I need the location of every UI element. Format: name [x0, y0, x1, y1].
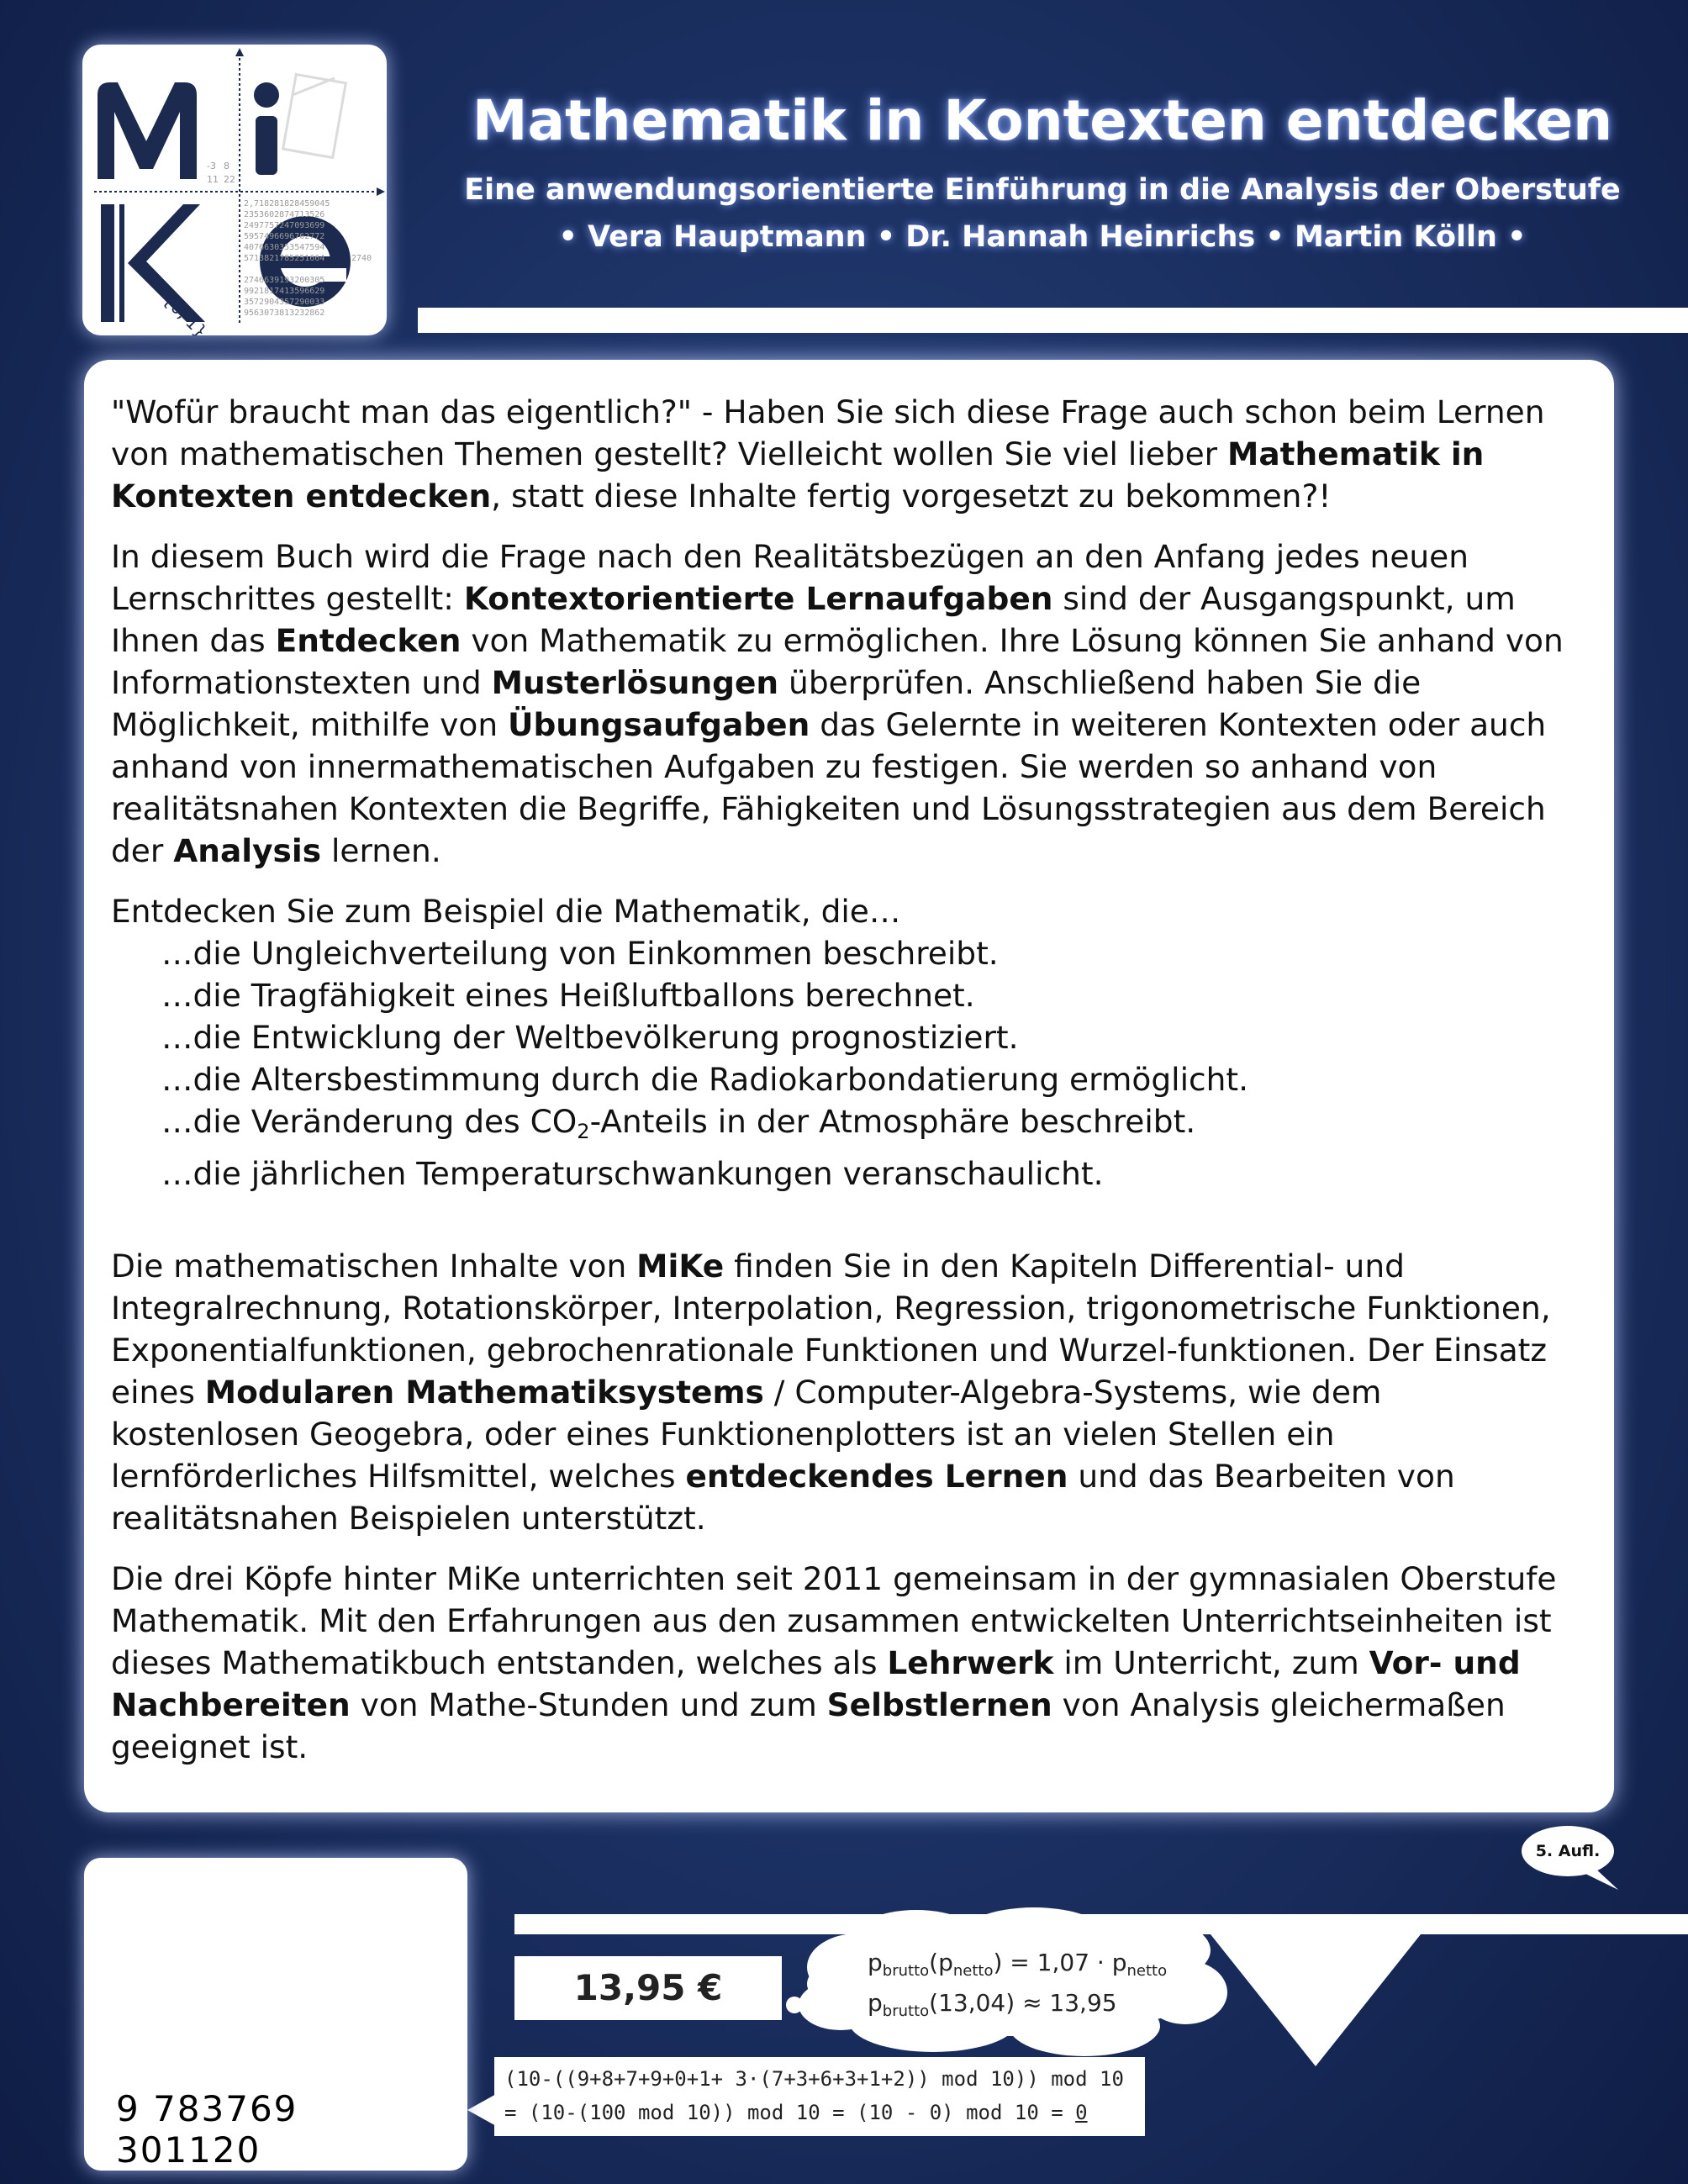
list-item: …die Altersbestimmung durch die Radiokarbondatierung ermöglicht. — [161, 1061, 1248, 1098]
paragraph-concept: In diesem Buch wird die Frage nach den Realitätsbezügen an den Anfang jedes neuen Lernschrittes gestellt: Kontextorientierte Lernaufgaben sind der Ausgangspunkt, um Ihnen das Entdecken von Mathematik zu ermöglichen. Ihre Lösung können Sie anhand von Informationstexten und Musterlösungen überprüfen. Anschließend haben Sie die Möglichkeit, mithilfe von Übungsaufgaben das Gelernte in weiteren Kontexten oder auch anhand von innermathematischen Aufgaben zu festigen. Sie werden so anhand von realitätsnahen Kontexten die Begriffe, Fähigkeiten und Lösungsstrategien aus dem Bereich der Analysis lernen. — [111, 538, 1564, 869]
svg-text:9921817413596629: 9921817413596629 — [244, 287, 325, 296]
triangle-pointer — [1211, 1934, 1421, 2066]
formula-line-1: $p_{brutto}(p_{netto}) = 1,07 \cdot p_{netto}$ — [868, 1949, 1168, 1980]
svg-text:3572904357290033: 3572904357290033 — [244, 298, 325, 307]
book-subtitle: Eine anwendungsorientierte Einführung in die Analysis der Oberstufe — [464, 173, 1621, 207]
list-item: …die Tragfähigkeit eines Heißluftballons berechnet. — [161, 977, 975, 1014]
svg-text:2353602874713526: 2353602874713526 — [244, 210, 325, 219]
svg-text:5957496696762772: 5957496696762772 — [244, 232, 325, 241]
bottom-divider-bar — [514, 1914, 1688, 1934]
svg-text:2497757247093699: 2497757247093699 — [244, 221, 325, 230]
svg-text:4076630353547594: 4076630353547594 — [244, 243, 325, 252]
book-title: Mathematik in Kontexten entdecken — [472, 88, 1613, 153]
formula-line-2: $p_{brutto}(13,04) \approx 13,95$ — [868, 1989, 1117, 2020]
isbn-check-formula — [494, 2057, 1145, 2136]
logo-matrix-entry: 11 — [207, 174, 219, 185]
paragraph-intro: "Wofür braucht man das eigentlich?" - Haben Sie sich diese Frage auch schon beim Lernen von mathematischen Themen gestellt? Vielleicht wollen Sie viel lieber Mathematik in Kontexten entdecken, statt diese Inhalte fertig vorgesetzt zu bekommen?! — [111, 393, 1545, 514]
logo-set-label: ={0, 1} — [149, 279, 212, 335]
isbn-digits: 9 783769 301120 — [116, 2088, 298, 2171]
svg-text:2,718281828459045: 2,718281828459045 — [244, 199, 330, 208]
svg-text:2740: 2740 — [351, 254, 372, 263]
paragraph-authors: Die drei Köpfe hinter MiKe unterrichten seit 2011 gemeinsam in der gymnasialen Oberstufe Mathematik. Mit den Erfahrungen aus den zusammen entwickelten Unterrichtseinheiten ist dieses Mathematikbuch entstanden, welches als Lehrwerk im Unterricht, zum Vor- und Nachbereiten von Mathe-Stunden und zum Selbstlernen von Analysis gleichermaßen geeignet ist. — [111, 1560, 1557, 1765]
check-line-1: (10-((9+8+7+9+0+1+ 3·(7+3+6+3+1+2)) mod 10)) mod 10 — [504, 2067, 1124, 2091]
paragraph-contents: Die mathematischen Inhalte von MiKe finden Sie in den Kapiteln Differential- und Integralrechnung, Rotationskörper, Interpolation, Regression, trigonometrische Funktionen, Exponentialfunktionen, gebrochenrationale Funktionen und Wurzel-funktionen. Der Einsatz eines Modularen Mathematiksystems / Computer-Algebra-Systems, wie dem kostenlosen Geogebra, oder eines Funktionenplotters ist an vielen Stellen ein lernförderliches Hilfsmittel, welches entdeckendes Lernen und das Bearbeiten von realitätsnahen Beispielen unterstützt. — [111, 1248, 1551, 1537]
edition-label: 5. Aufl. — [1535, 1842, 1601, 1860]
price-label: 13,95 € — [514, 1956, 782, 2020]
list-item: …die Entwicklung der Weltbevölkerung prognostiziert. — [161, 1019, 1019, 1056]
book-authors: • Vera Hauptmann • Dr. Hannah Heinrichs • Martin Kölln • — [558, 220, 1527, 254]
svg-text:2746639193200305: 2746639193200305 — [244, 276, 325, 285]
svg-text:5713821785251664: 5713821785251664 — [244, 254, 325, 263]
list-item: …die Veränderung des $CO_2$-Anteils in der Atmosphäre beschreibt. — [161, 1103, 1196, 1143]
svg-text:9563073813232862: 9563073813232862 — [244, 309, 325, 318]
check-line-2: = (10-(100 mod 10)) mod 10 = (10 - 0) mod 10 = 0 — [504, 2101, 1088, 2124]
list-item: …die jährlichen Temperaturschwankungen veranschaulicht. — [161, 1155, 1104, 1192]
logo-matrix-entry: -3 — [207, 161, 216, 171]
paragraph-examples-intro: Entdecken Sie zum Beispiel die Mathematik, die… — [111, 893, 901, 930]
logo-matrix-entry: 22 — [224, 174, 235, 185]
list-item: …die Ungleichverteilung von Einkommen beschreibt. — [161, 935, 999, 972]
logo-matrix-entry: 8 — [224, 161, 229, 171]
